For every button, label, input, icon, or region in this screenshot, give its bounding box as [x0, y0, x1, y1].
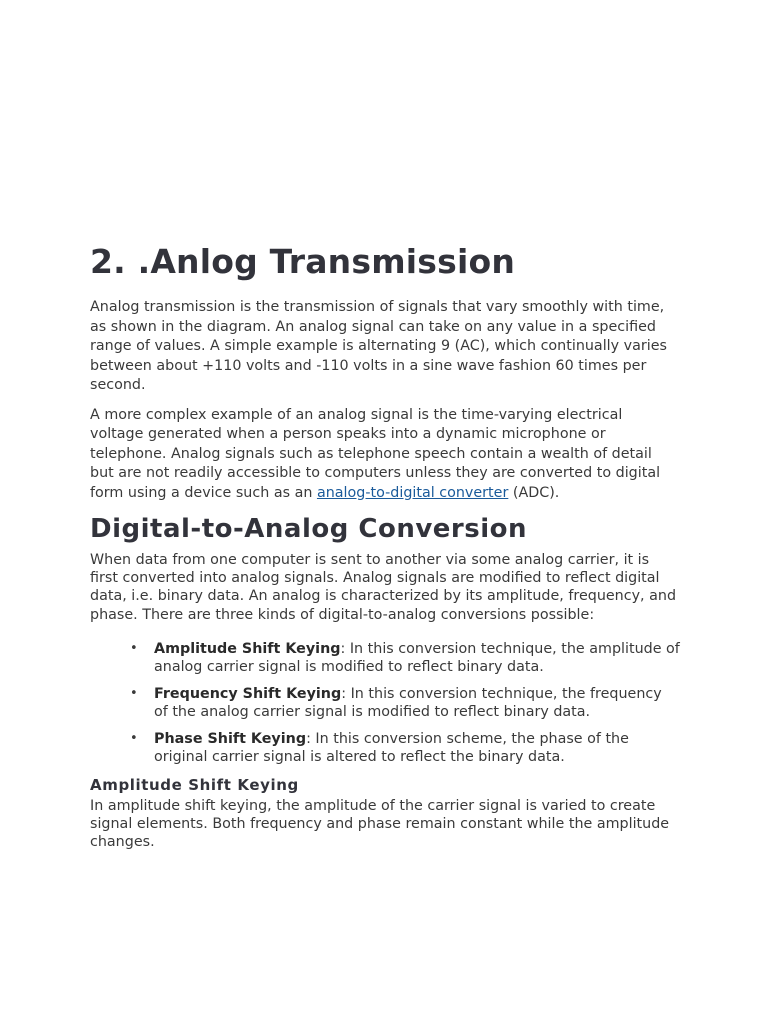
- list-item: [130, 685, 680, 721]
- dac-heading: Digital-to-Analog Conversion: [90, 514, 528, 544]
- list-item: [130, 640, 680, 676]
- adc-link[interactable]: analog-to-digital converter: [316, 484, 509, 501]
- bullet-icon: •: [130, 730, 138, 746]
- technique-description: : In this conversion technique, the frequency of the analog carrier signal is modified to reflect binary data.: [154, 685, 662, 720]
- technique-description: : In this conversion scheme, the phase of the original carrier signal is altered to reflect the binary data.: [154, 730, 629, 765]
- intro-paragraph-2-text: A more complex example of an analog signal is the time-varying electrical voltage generated when a person speaks into a dynamic microphone or telephone. Analog signals such as telephone speech contain a wealth of detail but are not readily accessible to computers unless they are converted to digital form using a device such as an: [90, 406, 661, 501]
- technique-description: : In this conversion technique, the amplitude of analog carrier signal is modified to reflect binary data.: [154, 640, 680, 675]
- intro-paragraph-2: [90, 406, 680, 504]
- technique-term: Frequency Shift Keying: [154, 685, 342, 702]
- bullet-icon: •: [130, 685, 138, 701]
- intro-paragraph-2-tail: (ADC).: [508, 484, 560, 501]
- ask-heading: Amplitude Shift Keying: [90, 775, 299, 794]
- ask-paragraph: In amplitude shift keying, the amplitude of the carrier signal is varied to create signal elements. Both frequency and phase remain constant while the amplitude changes.: [90, 797, 670, 851]
- bullet-icon: •: [130, 640, 138, 656]
- intro-paragraph-1: Analog transmission is the transmission of signals that vary smoothly with time, as shown in the diagram. An analog signal can take on any value in a specified range of values. A simple example is alternating 9 (AC), which continually varies between about +110 volts and -110 volts in a sine wave fashion 60 times per second.: [90, 299, 667, 393]
- document-content: [90, 240, 680, 859]
- list-item: [130, 730, 680, 766]
- technique-term: Amplitude Shift Keying: [154, 640, 341, 657]
- technique-list: [90, 640, 680, 766]
- technique-term: Phase Shift Keying: [154, 730, 307, 747]
- dac-paragraph: When data from one computer is sent to another via some analog carrier, it is first converted into analog signals. Analog signals are modified to reflect digital data, i.e. binary data. An analog is characterized by its amplitude, frequency, and phase. There are three kinds of digital-to-analog conversions possible:: [90, 552, 677, 623]
- main-heading: 2. .Anlog Transmission: [90, 242, 516, 281]
